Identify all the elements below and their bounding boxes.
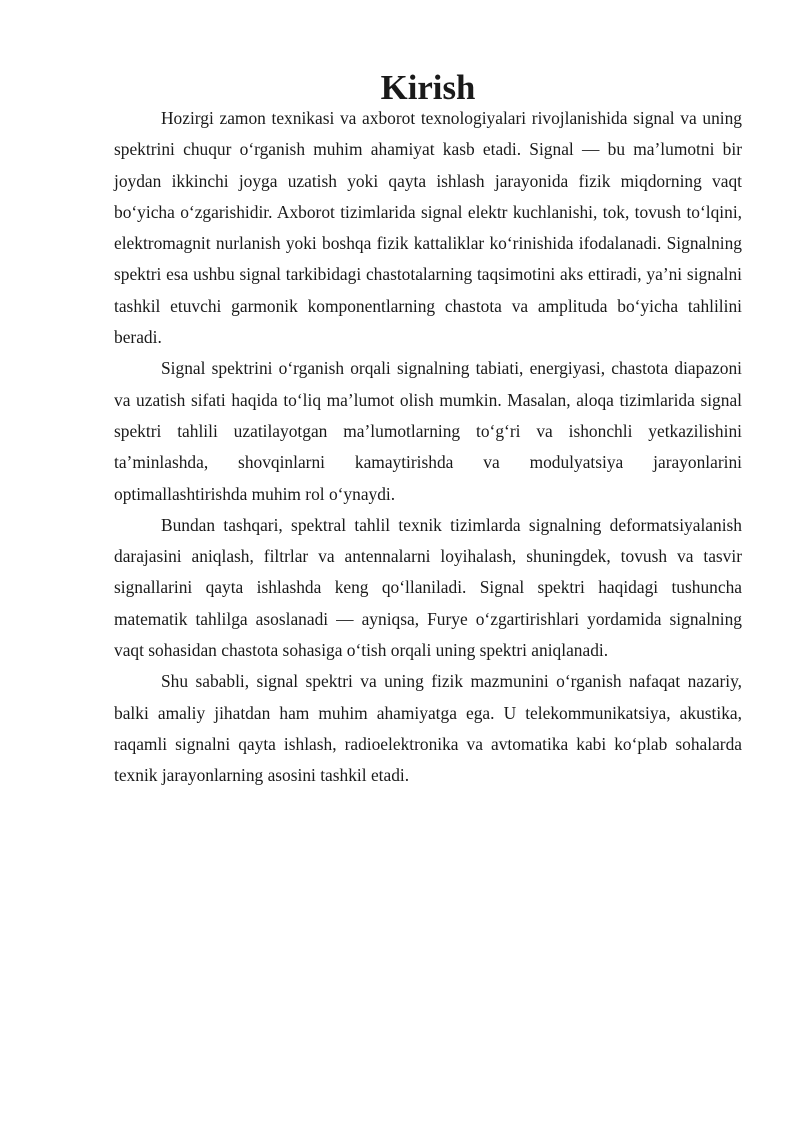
paragraph-4: Shu sababli, signal spektri va uning fizik mazmunini o‘rganish nafaqat nazariy, balki amaliy jihatdan ham muhim ahamiyatga ega. U telekommunikatsiya, akustika, raqamli signalni qayta ishlash, radioelektronika va avtomatika kabi ko‘plab sohalarda texnik jarayonlarning asosini tashkil etadi. <box>114 671 742 786</box>
page-title: Kirish <box>380 68 476 107</box>
paragraph-3: Bundan tashqari, spektral tahlil texnik tizimlarda signalning deformatsiyalanish darajasini aniqlash, filtrlar va antennalarni loyihalash, shuningdek, tovush va tasvir signallarini qayta ishlashda keng qo‘llaniladi. Signal spektri haqidagi tushuncha matematik tahlilga asoslanadi — ayniqsa, Furye o‘zgartirishlari yordamida signalning vaqt sohasidan chastota sohasiga o‘tish orqali uning spektri aniqlanadi. <box>114 514 742 661</box>
paragraph-2: Signal spektrini o‘rganish orqali signalning tabiati, energiyasi, chastota diapazoni va uzatish sifati haqida to‘liq ma’lumot olish mumkin. Masalan, aloqa tizimlarida signal spektri tahlili uzatilayotgan ma’lumotlarning to‘g‘ri va ishonchli yetkazilishini ta’minlashda, shovqinlarni kamaytirishda va modulyatsiya jarayonlarini optimallashtirishda muhim rol o‘ynaydi. <box>114 358 742 504</box>
paragraph-1: Hozirgi zamon texnikasi va axborot texnologiyalari rivojlanishida signal va uning spektrini chuqur o‘rganish muhim ahamiyat kasb etadi. Signal — bu ma’lumotni bir joydan ikkinchi joyga uzatish yoki qayta ishlash jarayonida fizik miqdorning vaqt bo‘yicha o‘zgarishidir. Axborot tizimlarida signal elektr kuchlanishi, tok, tovush to‘lqini, elektromagnit nurlanish yoki boshqa fizik kattaliklar ko‘rinishida ifodalanadi. Signalning spektri esa ushbu signal tarkibidagi chastotalarning taqsimotini aks ettiradi, ya’ni signalni tashkil etuvchi garmonik komponentlarning chastota va amplituda bo‘yicha tahlilini beradi. <box>114 108 742 348</box>
document-page <box>114 68 742 792</box>
